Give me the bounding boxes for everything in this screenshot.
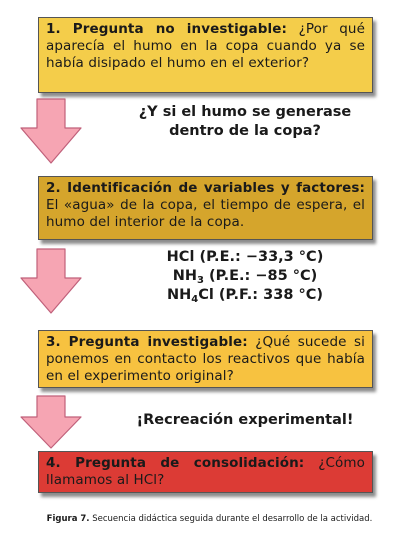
hypothesis-note: ¿Y si el humo se generase dentro de la copa?: [138, 104, 352, 139]
step-3-box: [38, 330, 373, 388]
formula-list: [130, 248, 360, 305]
step-4-box: [38, 451, 373, 493]
step-2-box: [38, 176, 373, 240]
formula-nh3: $NH_3$ (P.E.: −85 °C): [172, 268, 318, 286]
step-1-box: [38, 17, 373, 93]
step-1-text: ¿Por qué aparecía el humo en la copa cuando ya se había disipado el humo en el exterior?: [46, 21, 365, 71]
figure-number: Figura 7.: [46, 514, 90, 524]
step-4-text: ¿Cómo llamamos al HCl?: [46, 455, 366, 488]
experiment-note: ¡Recreación experimental!: [136, 412, 354, 428]
step-4-label: 4. Pregunta de consolidación:: [46, 455, 305, 471]
step-3-text: ¿Qué sucede si ponemos en contacto los reactivos que había en el experimento original?: [46, 334, 365, 384]
step-1-label: 1. Pregunta no investigable:: [46, 21, 288, 37]
down-arrow-icon: [20, 395, 82, 449]
step-3-label: 3. Pregunta investigable:: [46, 334, 248, 350]
figure-caption-text: Secuencia didáctica seguida durante el desarrollo de la actividad.: [89, 514, 373, 524]
step-2-text: El «agua» de la copa, el tiempo de espera, el humo del interior de la copa.: [46, 197, 365, 230]
figure-caption: [0, 514, 419, 524]
down-arrow-icon: [20, 98, 82, 164]
formula-hcl: HCl (P.E.: −33,3 °C): [166, 249, 324, 265]
down-arrow-icon: [20, 248, 82, 314]
step-2-label: 2. Identificación de variables y factores:: [46, 180, 365, 196]
formula-nh4cl: $NH_4Cl$ (P.F.: 338 °C): [167, 287, 323, 305]
